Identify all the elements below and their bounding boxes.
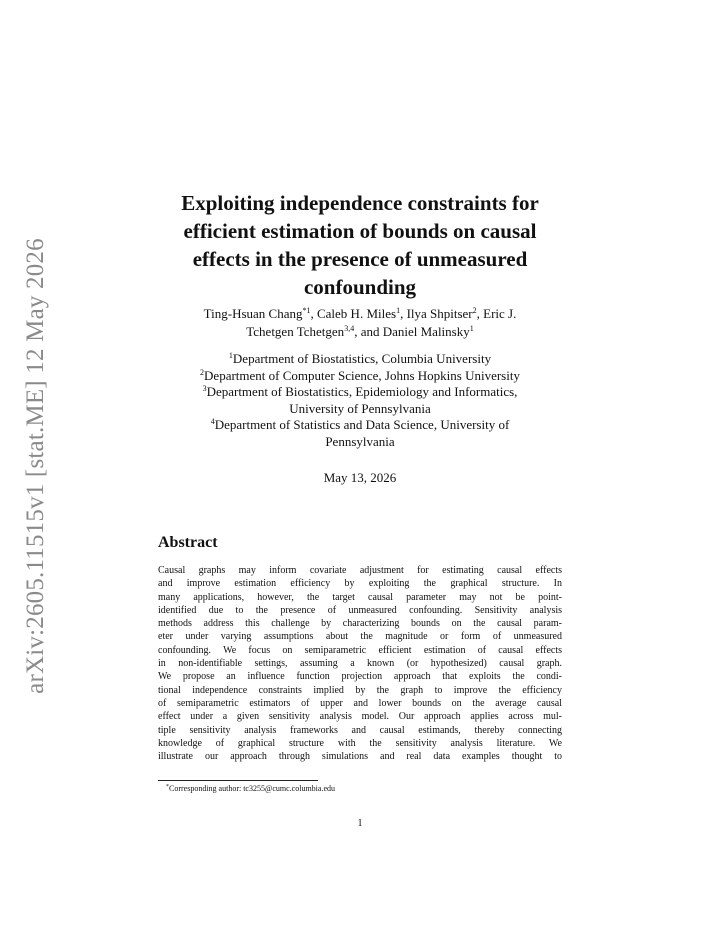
title-line: confounding (303, 275, 417, 299)
affiliation-line (130, 434, 590, 451)
author-name: Tchetgen Tchetgen (246, 324, 345, 339)
abstract-line: many applications, however, the target causal parameter may not be point- (158, 591, 562, 603)
title-line: Exploiting independence constraints for (181, 191, 539, 215)
title-line: effects in the presence of unmeasured (192, 247, 528, 271)
footnote-marker: * (166, 784, 169, 790)
abstract-body (158, 564, 562, 763)
abstract-line: of semiparametric estimators of upper and lower bounds on the average causal (158, 697, 562, 709)
author-name: , Caleb H. Miles (310, 306, 397, 321)
affiliation-marker: 2 (200, 367, 205, 377)
abstract-line: Causal graphs may inform covariate adjustment for estimating causal effects (158, 565, 562, 576)
publication-date: May 13, 2026 (323, 470, 397, 485)
affiliation-marker: 4 (210, 417, 215, 426)
affiliation-marker: 1 (228, 351, 233, 360)
abstract-line: tiple sensitivity analysis frameworks and causal estimands, thereby connecting (158, 724, 562, 736)
affiliation-line (130, 368, 590, 385)
affiliation-line (130, 417, 590, 434)
affiliation-line (130, 384, 590, 401)
affiliation-line (130, 351, 590, 368)
author-list (130, 305, 590, 341)
author-affiliation-marker: 1 (469, 324, 474, 333)
author-name: , and Daniel Malinsky (354, 324, 470, 339)
abstract-line: illustrate our approach through simulations and real data examples thought to (158, 751, 562, 763)
author-line (130, 305, 590, 323)
footnote-text: Corresponding author: tc3255@cumc.columbia.edu (169, 784, 335, 793)
affiliation-list (130, 351, 590, 450)
abstract-line: tional independence constraints implied by the graph to improve the efficiency (158, 684, 562, 696)
arxiv-identifier-stamp: arXiv:2605.11515v1 [stat.ME] 12 May 2026 (22, 238, 49, 694)
abstract-line: effect under a given sensitivity analysis model. Our approach applies across mul- (158, 711, 562, 723)
author-name: , Ilya Shpitser (400, 306, 473, 321)
author-affiliation-marker: 3,4 (344, 324, 355, 333)
abstract-line: We propose an influence function projection approach that exploits the condi- (158, 671, 562, 683)
abstract-line: methods address this challenge by characterizing bounds on the causal param- (158, 618, 562, 630)
affiliation-text: Department of Computer Science, Johns Hopkins University (204, 367, 520, 383)
author-affiliation-marker: *1 (302, 306, 311, 315)
author-name: , Eric J. (476, 306, 517, 321)
abstract-line: and improve estimation efficiency by exploiting the graphical structure. In (158, 578, 562, 590)
author-line (130, 323, 590, 341)
page-number: 1 (357, 818, 363, 829)
author-affiliation-marker: 2 (472, 306, 477, 315)
affiliation-text: University of Pennsylvania (289, 400, 431, 416)
corresponding-author-footnote (166, 784, 335, 793)
abstract-line: eter under varying assumptions about the magnitude or form of unmeasured (158, 631, 562, 643)
affiliation-marker: 3 (202, 384, 207, 393)
affiliation-text: Department of Statistics and Data Science, University of (214, 417, 510, 432)
abstract-line: identified due to the presence of unmeasured confounding. Sensitivity analysis (158, 604, 562, 616)
abstract-heading: Abstract (158, 534, 218, 551)
footnote-divider (158, 780, 318, 781)
abstract-line: in non-identifiable settings, assuming a known (or hypothesized) causal graph. (158, 658, 562, 670)
affiliation-line (130, 401, 590, 418)
affiliation-text: Pennsylvania (325, 433, 395, 449)
author-affiliation-marker: 1 (396, 306, 401, 315)
affiliation-text: Department of Biostatistics, Epidemiology and Informatics, (206, 384, 518, 399)
paper-title (140, 189, 580, 301)
abstract-line: knowledge of graphical structure with the sensitivity analysis literature. We (158, 737, 562, 749)
title-line: efficient estimation of bounds on causal (183, 219, 537, 243)
author-name: Ting-Hsuan Chang (203, 306, 303, 321)
affiliation-text: Department of Biostatistics, Columbia University (232, 351, 492, 366)
abstract-line: confounding. We focus on semiparametric efficient estimation of causal effects (158, 644, 562, 656)
